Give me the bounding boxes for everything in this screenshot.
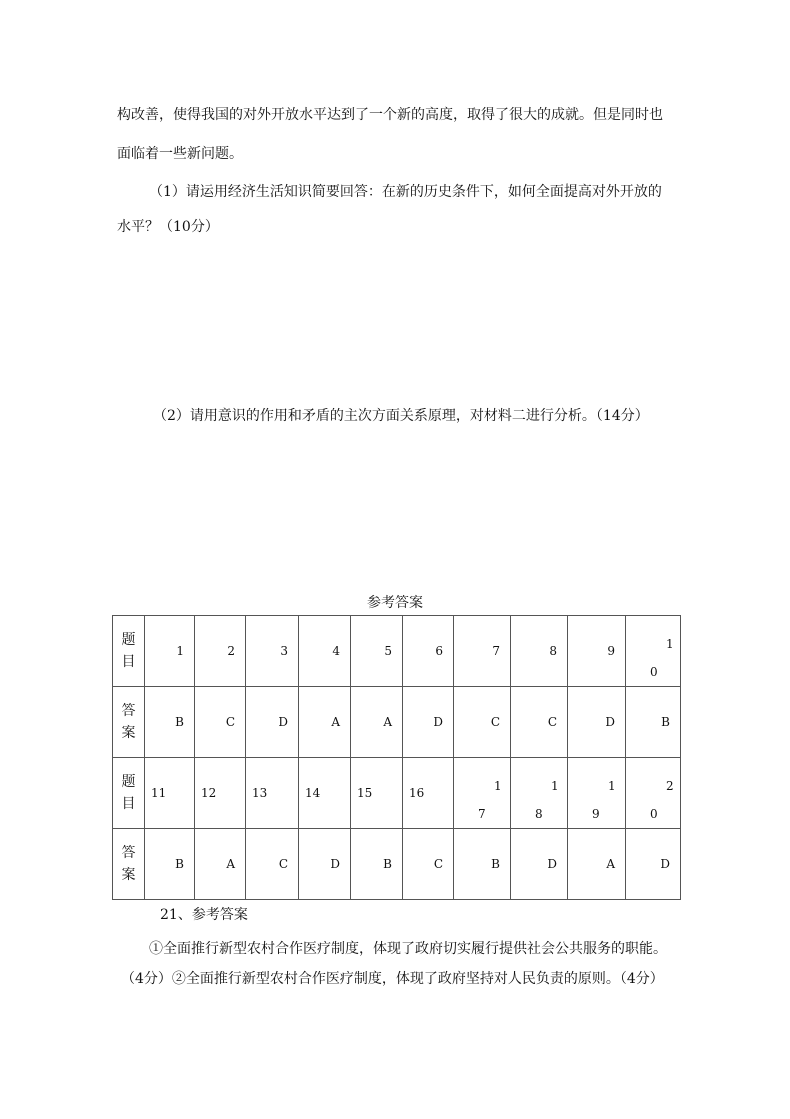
table-cell: C bbox=[403, 829, 454, 900]
paragraph-line: 构改善，使得我国的对外开放水平达到了一个新的高度，取得了很大的成就。但是同时也 bbox=[117, 107, 663, 123]
row-label: 题 目 bbox=[113, 758, 145, 829]
row-label: 答 案 bbox=[113, 687, 145, 758]
table-cell: C bbox=[454, 687, 511, 758]
table-cell: B bbox=[351, 829, 403, 900]
question-2: （2）请用意识的作用和矛盾的主次方面关系原理，对材料二进行分析。（14分） bbox=[153, 408, 649, 424]
table-row bbox=[113, 616, 681, 687]
table-cell: 16 bbox=[403, 758, 454, 829]
table-cell: A bbox=[195, 829, 246, 900]
table-cell: 12 bbox=[195, 758, 246, 829]
table-cell: 1 7 bbox=[454, 758, 511, 829]
table-cell: 1 0 bbox=[626, 616, 681, 687]
table-row bbox=[113, 758, 681, 829]
table-cell: 9 bbox=[568, 616, 626, 687]
paragraph-line: 面临着一些新问题。 bbox=[117, 146, 243, 162]
table-cell: 3 bbox=[246, 616, 299, 687]
table-cell: A bbox=[568, 829, 626, 900]
answer-table bbox=[112, 615, 681, 900]
table-cell: 13 bbox=[246, 758, 299, 829]
question-1-cont: 水平？（10分） bbox=[117, 219, 219, 235]
table-cell: D bbox=[568, 687, 626, 758]
table-cell: 4 bbox=[299, 616, 351, 687]
table-cell: B bbox=[626, 687, 681, 758]
table-row bbox=[113, 829, 681, 900]
table-cell: D bbox=[299, 829, 351, 900]
table-cell: D bbox=[403, 687, 454, 758]
table-cell: 14 bbox=[299, 758, 351, 829]
table-cell: C bbox=[511, 687, 568, 758]
table-cell: 1 8 bbox=[511, 758, 568, 829]
table-cell: D bbox=[626, 829, 681, 900]
table-row bbox=[113, 687, 681, 758]
table-cell: 8 bbox=[511, 616, 568, 687]
table-cell: D bbox=[246, 687, 299, 758]
table-cell: A bbox=[299, 687, 351, 758]
row-label: 题 目 bbox=[113, 616, 145, 687]
table-cell: B bbox=[145, 829, 195, 900]
table-cell: C bbox=[195, 687, 246, 758]
q21-heading: 21、参考答案 bbox=[160, 907, 248, 923]
table-cell: B bbox=[145, 687, 195, 758]
answer-key-title: 参考答案 bbox=[367, 595, 423, 611]
question-1: （1）请运用经济生活知识简要回答：在新的历史条件下，如何全面提高对外开放的 bbox=[149, 184, 662, 200]
table-cell: 1 bbox=[145, 616, 195, 687]
table-cell: B bbox=[454, 829, 511, 900]
table-cell: A bbox=[351, 687, 403, 758]
table-cell: 7 bbox=[454, 616, 511, 687]
table-cell: 2 0 bbox=[626, 758, 681, 829]
q21-line-2: （4分）②全面推行新型农村合作医疗制度，体现了政府坚持对人民负责的原则。（4分） bbox=[121, 971, 664, 987]
row-label: 答 案 bbox=[113, 829, 145, 900]
table-cell: 6 bbox=[403, 616, 454, 687]
table-cell: 11 bbox=[145, 758, 195, 829]
table-cell: 5 bbox=[351, 616, 403, 687]
table-cell: 1 9 bbox=[568, 758, 626, 829]
table-cell: D bbox=[511, 829, 568, 900]
q21-line-1: ①全面推行新型农村合作医疗制度，体现了政府切实履行提供社会公共服务的职能。 bbox=[149, 941, 667, 957]
table-cell: 15 bbox=[351, 758, 403, 829]
table-cell: 2 bbox=[195, 616, 246, 687]
table-cell: C bbox=[246, 829, 299, 900]
